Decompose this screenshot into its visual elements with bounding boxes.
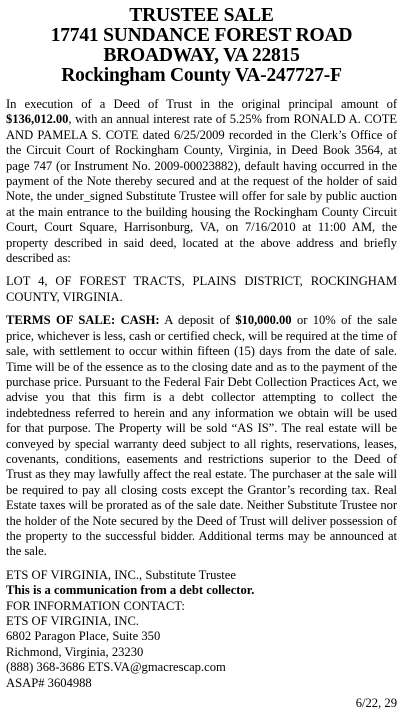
asap-number: ASAP# 3604988: [6, 675, 92, 690]
address-line-2: Richmond, Virginia, 23230: [6, 644, 144, 659]
intro-rest: , with an annual interest rate of 5.25% from RONALD A. COTE AND PAMELA S. COTE dated 6/25/2009 recorded in the Clerk’s Office of the Circuit Court of Rockingham County, Virginia, in Deed Book 3564, at page 747 (or Instrument No. 2009-00023882), default having occurred in the payment of the Note thereby secured and at the request of the holder of said Note, the under_signed Substitute Trustee will offer for sale by public auction at the main entrance to the building housing the Rockingham County Circuit Court, Court Square, Harrisonburg, VA, on 7/16/2010 at 11:00 AM, the property described in said deed, located at the above address and briefly described as:: [6, 112, 397, 266]
heading-street: 17741 SUNDANCE FOREST ROAD: [50, 25, 353, 46]
heading-case: Rockingham County VA-247727-F: [61, 65, 342, 86]
publication-dates: 6/22, 29: [355, 696, 397, 710]
phone-email: (888) 368-3686 ETS.VA@gmacrescap.com: [6, 660, 226, 675]
lot-paragraph: LOT 4, OF FOREST TRACTS, PLAINS DISTRICT, ROCKINGHAM COUNTY, VIRGINIA.: [6, 274, 397, 304]
heading-city: BROADWAY, VA 22815: [103, 45, 300, 66]
company-name: ETS OF VIRGINIA, INC.: [6, 614, 140, 628]
deposit-amount: $10,000.00: [235, 313, 292, 328]
info-header: FOR INFORMATION CONTACT:: [6, 598, 185, 613]
notice-heading: [6, 6, 397, 86]
terms-deposit-lead: A deposit of: [159, 313, 236, 328]
terms-text: or 10% of the sale price, whichever is less, cash or certified check, will be required at the time of sale, with settlement to occur within fifteen (15) days from the date of sale. Time will be of the essence as to the closing date and as to the payment of the purchase price. Pursuant to the Federal Fair Debt Collection Practices Act, we advise you that this firm is a debt collector attempting to collect the indebtedness referred to herein and any information we obtain will be used for that purpose. The Property will be sold “AS IS”. The real estate will be conveyed by special warranty deed subject to all rights, reservations, leases, covenants, conditions, easements and restrictions superior to the Deed of Trust as they may lawfully affect the real estate. The purchaser at the sale will be required to pay all closing costs except the Grantor’s recording tax. Real Estate taxes will be prorated as of the sale date. Neither Substitute Trustee nor the holder of the Note secured by the Deed of Trust will deliver possession of the property to the successful bidder. Additional terms may be announced at the sale.: [6, 313, 397, 559]
trustee-line: ETS OF VIRGINIA, INC., Substitute Trustee: [6, 567, 236, 582]
debt-collector-notice: This is a communication from a debt collector.: [6, 583, 255, 598]
address-line-1: 6802 Paragon Place, Suite 350: [6, 629, 161, 644]
heading-title: TRUSTEE SALE: [129, 5, 274, 26]
intro-lead: In execution of a Deed of Trust in the original principal amount of: [6, 97, 397, 111]
contact-block: [6, 568, 397, 691]
terms-paragraph: [6, 313, 397, 560]
principal-amount: $136,012.00: [6, 112, 69, 127]
intro-paragraph: [6, 97, 397, 266]
terms-label: TERMS OF SALE: CASH:: [6, 313, 160, 328]
notice-body: [6, 97, 397, 560]
